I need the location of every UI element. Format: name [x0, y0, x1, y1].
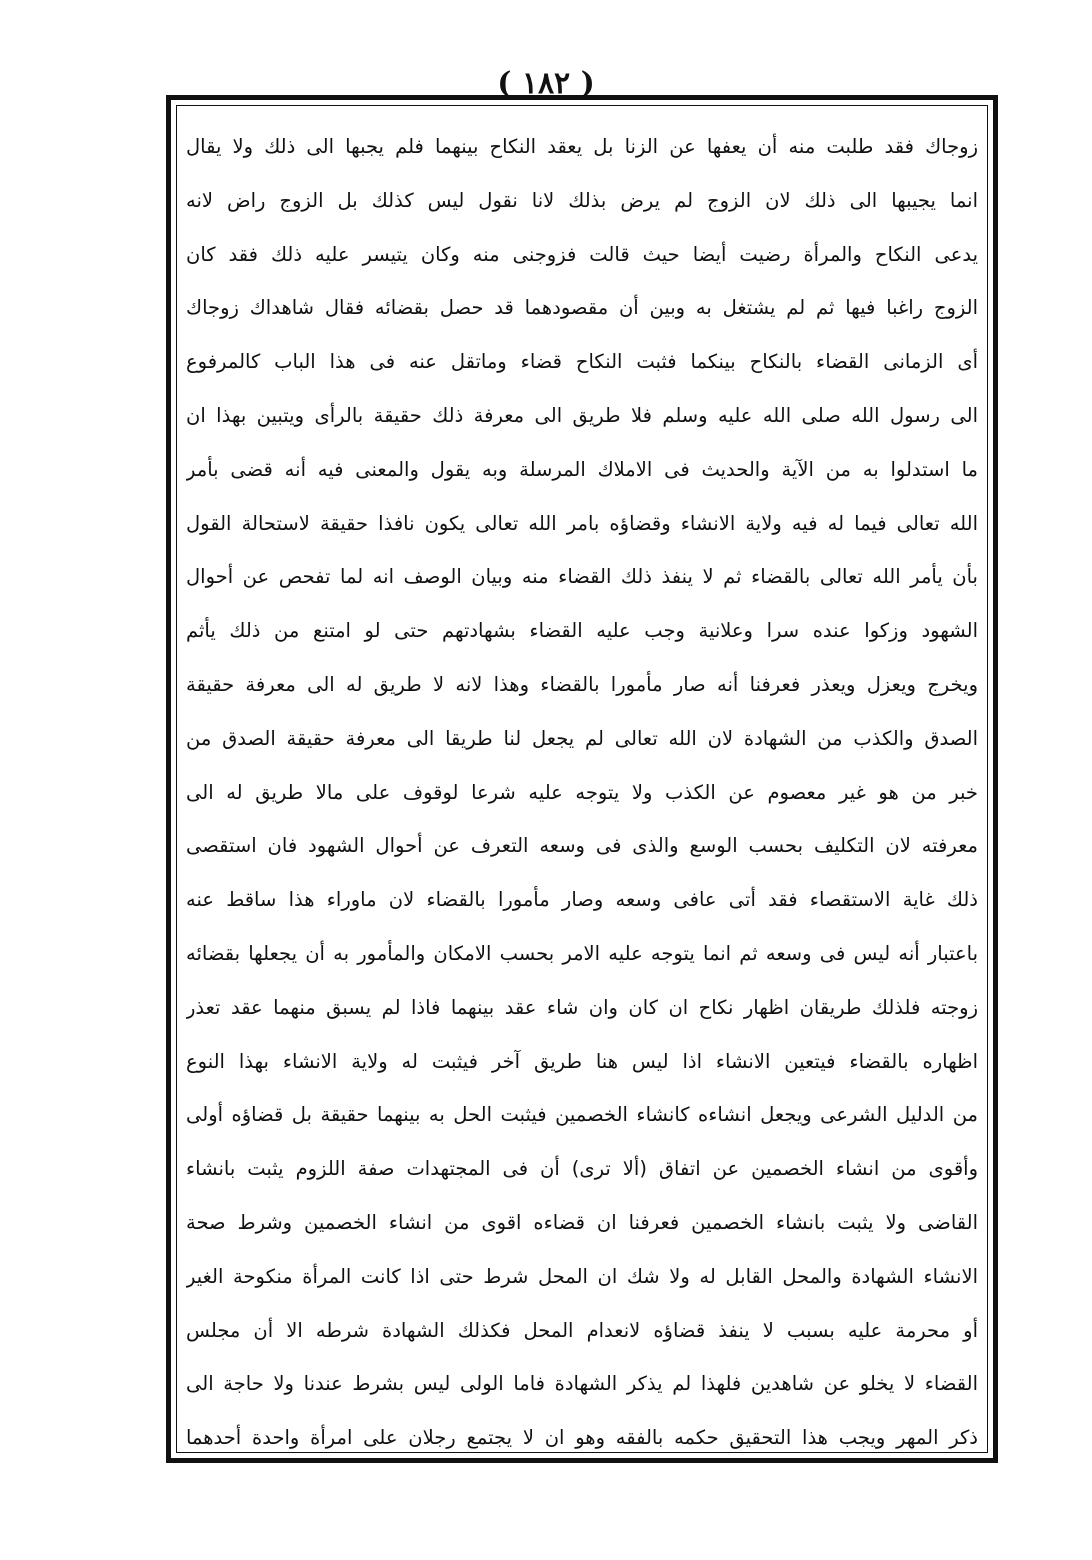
- text-line: خبر من هو غير معصوم عن الكذب ولا يتوجه عليه شرعا لوقوف على مالا طريق له الى: [186, 780, 978, 804]
- text-line: زوجاك فقد طلبت منه أن يعفها عن الزنا بل يعقد النكاح بينهما فلم يجبها الى ذلك ولا يقال: [186, 135, 978, 158]
- text-line: الشهود وزكوا عنده سرا وعلانية وجب عليه القضاء بشهادتهم حتى لو امتنع من ذلك يأثم: [186, 619, 978, 643]
- text-line: يدعى النكاح والمرأة رضيت أيضا حيث قالت فزوجنى منه وكان يتيسر عليه ذلك فقد كان: [186, 242, 978, 266]
- text-line: الزوج راغبا فيها ثم لم يشتغل به وبين أن مقصودهما قد حصل بقضائه فقال شاهداك زوجاك: [186, 296, 978, 320]
- text-line: زوجته فلذلك طريقان اظهار نكاح ان كان وان شاء عقد بينهما فاذا لم يسبق منهما عقد تعذر: [186, 995, 978, 1019]
- text-line: اظهاره بالقضاء فيتعين الانشاء اذا ليس هنا طريق آخر فيثبت له ولاية الانشاء بهذا النوع: [186, 1049, 978, 1073]
- text-line: الى رسول الله صلى الله عليه وسلم فلا طريق الى معرفة ذلك حقيقة بالرأى ويتبين بهذا ان: [186, 403, 978, 427]
- text-line: الصدق والكذب من الشهادة لان الله تعالى لم يجعل لنا طريقا الى معرفة حقيقة الصدق من: [186, 726, 978, 750]
- text-line: ذلك غاية الاستقصاء فقد أتى عافى وسعه وصار مأمورا بالقضاء لان ماوراء هذا ساقط عنه: [186, 888, 978, 912]
- text-line: القضاء لا يخلو عن شاهدين فلهذا لم يذكر الشهادة فاما الولى ليس بشرط عندنا ولا حاجة الى: [186, 1372, 978, 1396]
- text-line: انما يجيبها الى ذلك لان الزوج لم يرض بذلك لانا نقول ليس كذلك بل الزوج راض لانه: [186, 188, 978, 212]
- text-line: باعتبار أنه ليس فى وسعه ثم انما يتوجه عليه الامر بحسب الامكان والمأمور به أن يجعلها بقضائه: [186, 941, 978, 965]
- text-line: أو محرمة عليه بسبب لا ينفذ قضاؤه لانعدام المحل فكذلك الشهادة شرطه الا أن مجلس: [186, 1318, 978, 1342]
- main-text: [186, 120, 978, 1465]
- text-line: الانشاء الشهادة والمحل القابل له ولا شك ان المحل شرط حتى اذا كانت المرأة منكوحة الغير: [186, 1264, 978, 1288]
- text-line: من الدليل الشرعى ويجعل انشاءه كانشاء الخصمين فيثبت الحل به بينهما حقيقة بل قضاؤه أولى: [186, 1103, 978, 1127]
- page-number: ( ١٨٢ ): [497, 66, 595, 101]
- text-line: معرفته لان التكليف بحسب الوسع والذى فى وسعه التعرف عن أحوال الشهود فان استقصى: [186, 834, 978, 858]
- text-line: وأقوى من انشاء الخصمين عن اتفاق (ألا ترى) أن فى المجتهدات صفة اللزوم يثبت بانشاء: [186, 1157, 978, 1181]
- text-line: ويخرج ويعزل ويعذر فعرفنا أنه صار مأمورا بالقضاء وهذا لانه لا طريق له الى معرفة حقيقة: [186, 672, 978, 696]
- text-line: ما استدلوا به من الآية والحديث فى الاملاك المرسلة وبه يقول والمعنى فيه أنه قضى بأمر: [186, 457, 978, 481]
- text-line: الله تعالى فيما له فيه ولاية الانشاء وقضاؤه بامر الله تعالى يكون نافذا حقيقة لاستحالة القول: [186, 511, 978, 535]
- text-line: أى الزمانى القضاء بالنكاح بينكما فثبت النكاح قضاء وماتقل عنه فى هذا الباب كالمرفوع: [186, 350, 978, 374]
- text-line: القاضى ولا يثبت بانشاء الخصمين فعرفنا ان قضاءه اقوى من انشاء الخصمين وشرط صحة: [186, 1210, 978, 1234]
- text-line: ذكر المهر ويجب هذا التحقيق حكمه بالفقه وهو ان لا يجتمع رجلان على امرأة واحدة أحدهما: [186, 1426, 978, 1450]
- text-line: بأن يأمر الله تعالى بالقضاء ثم لا ينفذ ذلك القضاء منه وبيان الوصف انه لما تفحص عن أحوال: [186, 565, 978, 589]
